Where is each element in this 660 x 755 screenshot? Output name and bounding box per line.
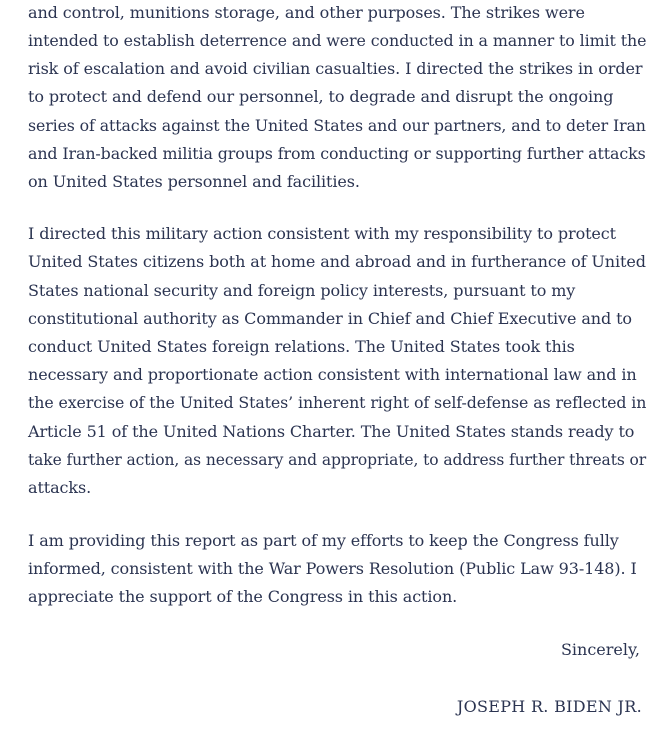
paragraph-3-line-2: informed, consistent with the War Powers Resolution (Public Law 93-148). I xyxy=(28,559,637,578)
paragraph-1-line-4: to protect and defend our personnel, to degrade and disrupt the ongoing xyxy=(28,87,614,106)
paragraph-2-line-9: take further action, as necessary and appropriate, to address further threats or xyxy=(28,450,647,469)
paragraph-1-line-5: series of attacks against the United States and our partners, and to deter Iran xyxy=(28,116,646,135)
paragraph-2-line-4: constitutional authority as Commander in Chief and Chief Executive and to xyxy=(28,309,632,328)
paragraph-2-line-5: conduct United States foreign relations. The United States took this xyxy=(28,337,575,356)
paragraph-3-line-3: appreciate the support of the Congress in this action. xyxy=(28,587,458,606)
paragraph-1-line-2: intended to establish deterrence and were conducted in a manner to limit the xyxy=(28,31,647,50)
paragraph-2-line-3: States national security and foreign policy interests, pursuant to my xyxy=(28,281,576,300)
paragraph-1-line-3: risk of escalation and avoid civilian casualties. I directed the strikes in order xyxy=(28,59,643,78)
paragraph-1-line-1: and control, munitions storage, and other purposes. The strikes were xyxy=(28,3,585,22)
paragraph-1-line-7: on United States personnel and facilities. xyxy=(28,172,360,191)
paragraph-1-line-6: and Iran-backed militia groups from conducting or supporting further attacks xyxy=(28,144,646,163)
closing: Sincerely, xyxy=(560,640,640,659)
paragraph-2-line-8: Article 51 of the United Nations Charter. The United States stands ready to xyxy=(28,422,635,441)
paragraph-2-line-10: attacks. xyxy=(28,478,92,497)
paragraph-2-line-2: United States citizens both at home and abroad and in furtherance of United xyxy=(28,252,646,271)
paragraph-3-line-1: I am providing this report as part of my efforts to keep the Congress fully xyxy=(28,531,619,550)
signature-name: JOSEPH R. BIDEN JR. xyxy=(456,697,642,716)
paragraph-2-line-7: the exercise of the United States’ inherent right of self-defense as reflected in xyxy=(28,393,647,412)
paragraph-2-line-1: I directed this military action consistent with my responsibility to protect xyxy=(28,224,616,243)
paragraph-2-line-6: necessary and proportionate action consistent with international law and in xyxy=(28,365,637,384)
